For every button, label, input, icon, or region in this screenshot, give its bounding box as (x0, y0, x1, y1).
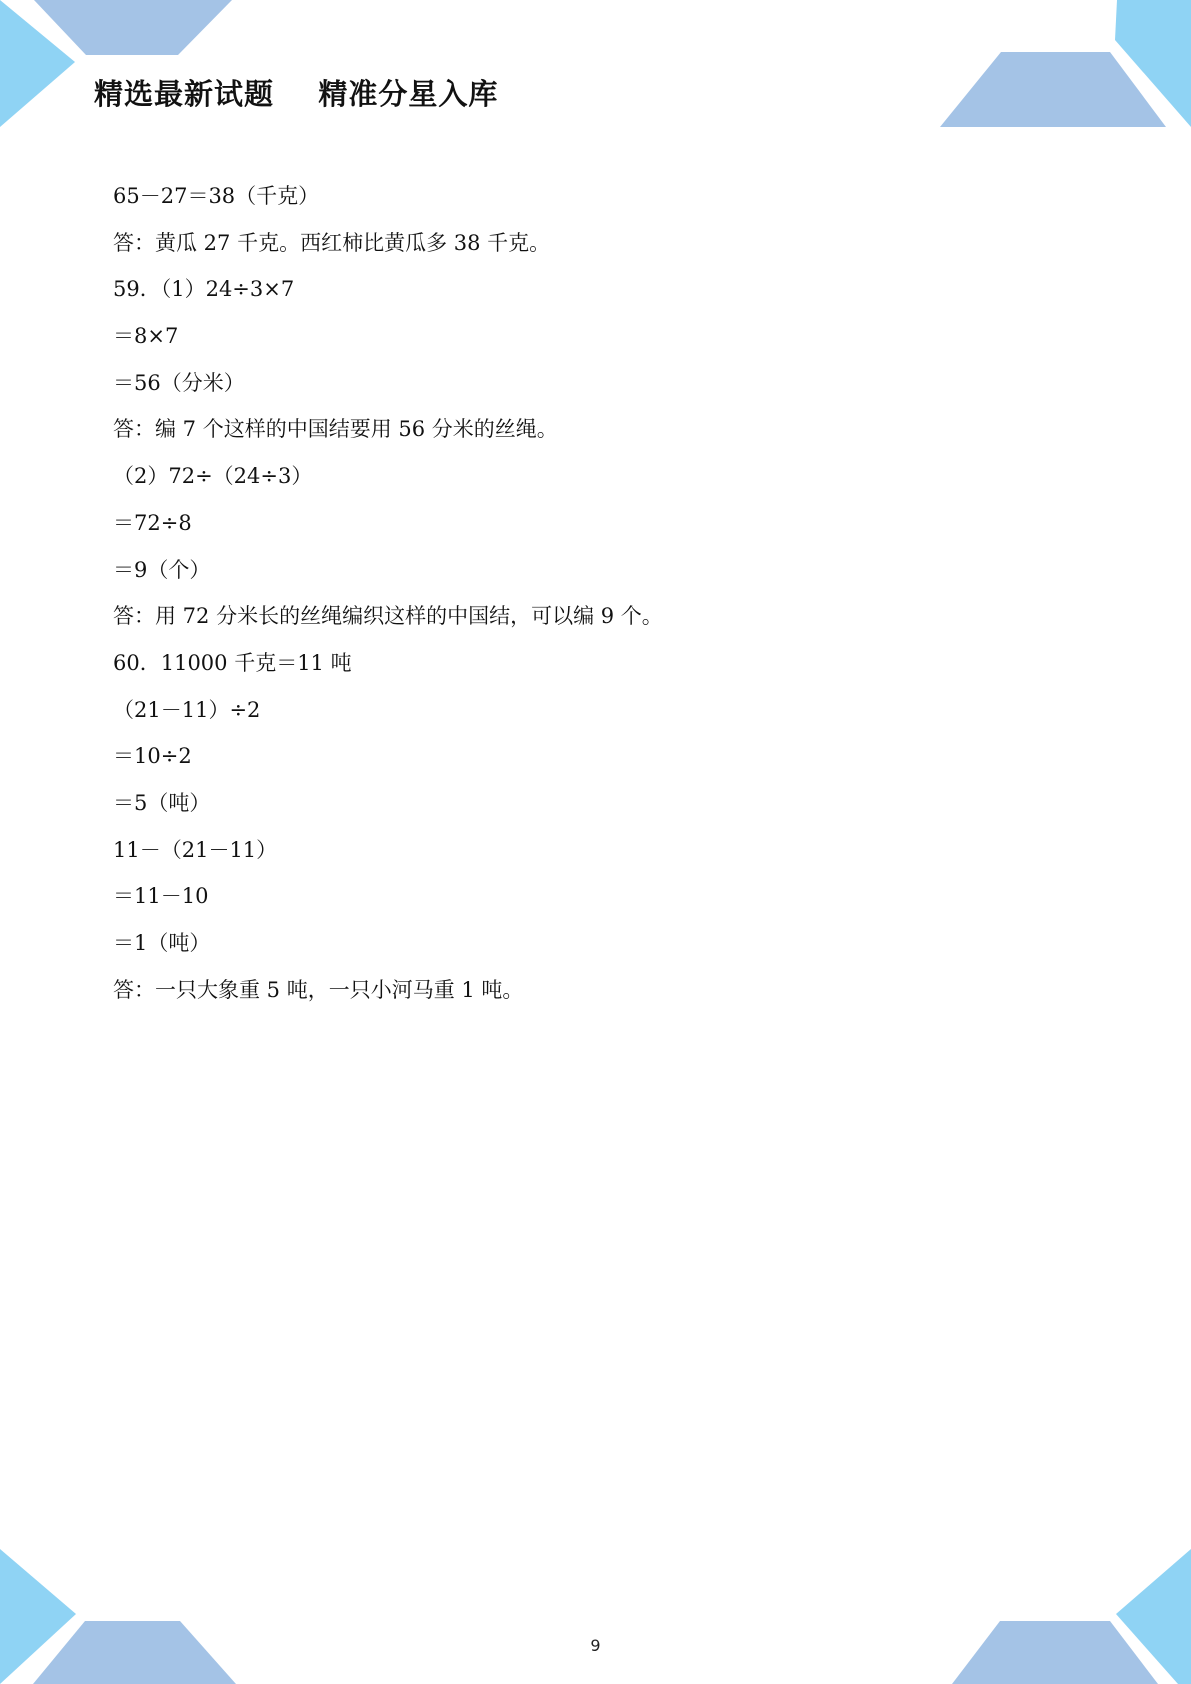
answer-line: 11－（21－11） (113, 837, 278, 862)
answer-line: ＝1（吨） (113, 931, 211, 955)
top-right-trapezoid-decoration (940, 52, 1166, 127)
answer-content (113, 176, 1093, 1016)
answer-line: 答：用 72 分米长的丝绳编织这样的中国结，可以编 9 个。 (113, 604, 663, 629)
answer-line: ＝72÷8 (113, 510, 192, 535)
answer-line: ＝9（个） (113, 557, 211, 582)
answer-line: ＝56（分米） (113, 370, 245, 395)
page-number: 9 (590, 1636, 601, 1655)
answer-line: ＝8×7 (113, 324, 179, 349)
page-header-title: 精选最新试题 精准分星入库 (94, 77, 499, 111)
top-left-triangle-decoration (0, 0, 75, 127)
answer-line: 答：编 7 个这样的中国结要用 56 分米的丝绳。 (113, 417, 558, 442)
top-right-triangle-decoration (1115, 0, 1191, 127)
answer-line: 65－27＝38（千克） (113, 184, 320, 208)
answer-line: （2）72÷（24÷3） (113, 464, 313, 489)
answer-line: 答：黄瓜 27 千克。西红柿比黄瓜多 38 千克。 (113, 230, 551, 255)
answer-line: 答：一只大象重 5 吨，一只小河马重 1 吨。 (113, 977, 524, 1002)
bottom-right-triangle-decoration (1116, 1549, 1191, 1684)
bottom-left-triangle-decoration (0, 1549, 76, 1684)
answer-line: 59．（1）24÷3×7 (113, 277, 295, 302)
answer-line: ＝11－10 (113, 884, 209, 909)
answer-line: （21－11）÷2 (113, 697, 261, 722)
answer-line: ＝5（吨） (113, 790, 211, 815)
answer-line: ＝10÷2 (113, 744, 192, 769)
top-left-trapezoid-decoration (34, 0, 232, 55)
answer-line: 60．11000 千克＝11 吨 (113, 650, 352, 675)
